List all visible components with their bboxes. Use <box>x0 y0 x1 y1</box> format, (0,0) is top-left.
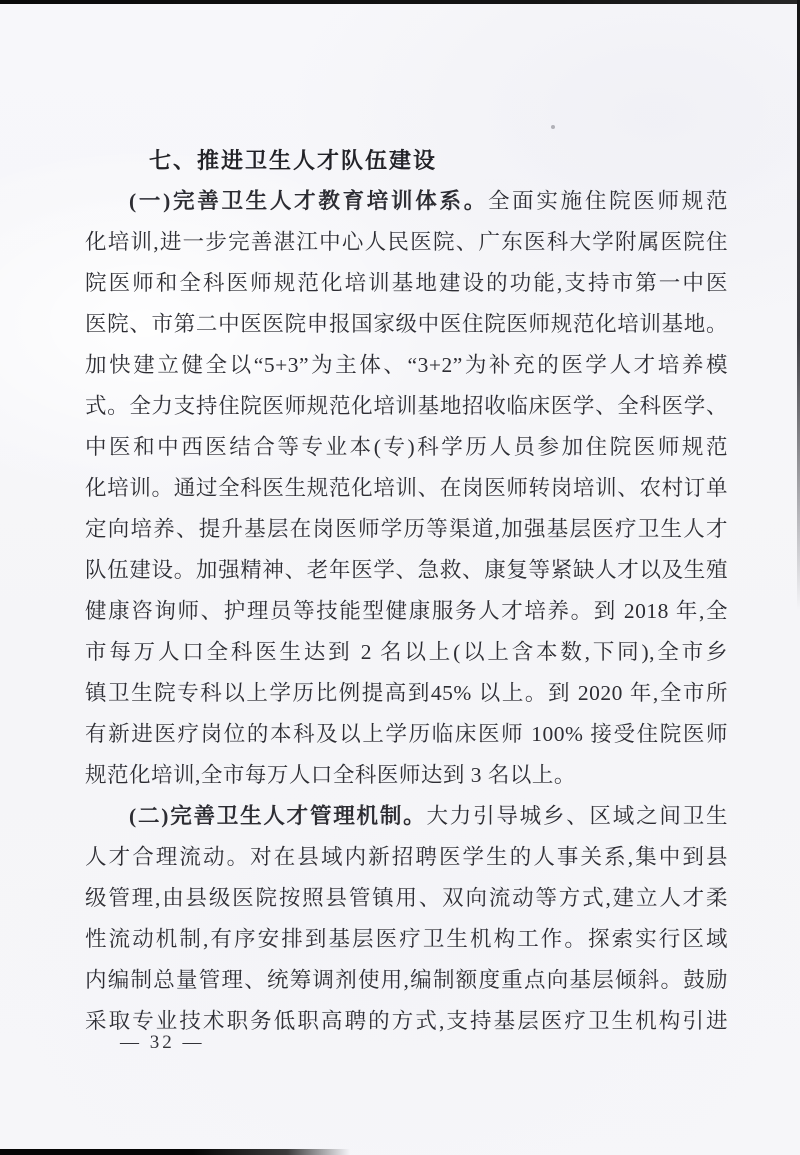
text-line <box>85 304 728 345</box>
paragraph-body-text: 镇卫生院专科以上学历比例提高到45% 以上。到 2020 年,全市所 <box>85 681 728 705</box>
text-line <box>85 714 728 755</box>
section-heading: 七、推进卫生人才队伍建设 <box>149 148 438 173</box>
text-line <box>85 222 728 263</box>
text-line <box>85 509 728 550</box>
paragraph-body-text: 有新进医疗岗位的本科及以上学历临床医师 100% 接受住院医师 <box>85 722 728 746</box>
text-line <box>85 878 728 919</box>
paragraph-body-text: 级管理,由县级医院按照县管镇用、双向流动等方式,建立人才柔 <box>85 886 728 910</box>
paragraph-body-text: 队伍建设。加强精神、老年医学、急救、康复等紧缺人才以及生殖 <box>85 558 728 582</box>
paragraph-body-text: 中医和中西医结合等专业本(专)科学历人员参加住院医师规范 <box>85 435 728 459</box>
paragraph-body-text: 化培训。通过全科医生规范化培训、在岗医师转岗培训、农村订单 <box>85 476 728 500</box>
paragraph-body-text: 式。全力支持住院医师规范化培训基地招收临床医学、全科医学、 <box>85 394 728 418</box>
text-line <box>85 796 728 837</box>
paragraph-body-text: 化培训,进一步完善湛江中心人民医院、广东医科大学附属医院住 <box>85 230 728 254</box>
text-line <box>85 427 728 468</box>
page-number: — 32 — <box>120 1032 205 1053</box>
text-line <box>85 550 728 591</box>
text-line <box>85 591 728 632</box>
scan-speck <box>551 125 555 129</box>
scan-edge-top <box>0 0 800 4</box>
paragraph-body-text: 规范化培训,全市每万人口全科医师达到 3 名以上。 <box>85 763 576 787</box>
text-line <box>85 263 728 304</box>
paragraph-body-text: 加快建立健全以“5+3”为主体、“3+2”为补充的医学人才培养模 <box>85 353 728 377</box>
paragraph-lead-text: (二)完善卫生人才管理机制。 <box>129 804 427 828</box>
text-line <box>85 919 728 960</box>
text-line <box>85 673 728 714</box>
paragraph-body-text: 人才合理流动。对在县域内新招聘医学生的人事关系,集中到县 <box>85 845 728 869</box>
paragraph-body-text: 院医师和全科医师规范化培训基地建设的功能,支持市第一中医 <box>85 271 728 295</box>
text-line <box>85 632 728 673</box>
paragraph-body-text: 全面实施住院医师规范 <box>487 189 728 213</box>
paragraph-lead-text: (一)完善卫生人才教育培训体系。 <box>129 189 488 213</box>
text-line <box>85 468 728 509</box>
paragraph-body-text: 内编制总量管理、统筹调剂使用,编制额度重点向基层倾斜。鼓励 <box>85 968 728 992</box>
text-block <box>85 140 728 1042</box>
paragraph-body-text: 定向培养、提升基层在岗医师学历等渠道,加强基层医疗卫生人才 <box>85 517 728 541</box>
text-line <box>85 960 728 1001</box>
paragraph-body-text: 大力引导城乡、区域之间卫生 <box>426 804 728 828</box>
paragraph-body-text: 市每万人口全科医生达到 2 名以上(以上含本数,下同),全市乡 <box>85 640 728 664</box>
text-line <box>85 386 728 427</box>
scan-edge-bottom <box>0 1149 350 1155</box>
paragraph-body-text: 健康咨询师、护理员等技能型健康服务人才培养。到 2018 年,全 <box>85 599 728 623</box>
paragraph-body-text: 医院、市第二中医医院申报国家级中医住院医师规范化培训基地。 <box>85 312 728 336</box>
text-line <box>85 181 728 222</box>
paragraph-body-text: 性流动机制,有序安排到基层医疗卫生机构工作。探索实行区域 <box>85 927 728 951</box>
paragraph-body-text: 采取专业技术职务低职高聘的方式,支持基层医疗卫生机构引进 <box>85 1009 728 1033</box>
text-line <box>85 837 728 878</box>
text-line <box>85 755 728 796</box>
body-text <box>85 181 728 1042</box>
text-line <box>85 345 728 386</box>
